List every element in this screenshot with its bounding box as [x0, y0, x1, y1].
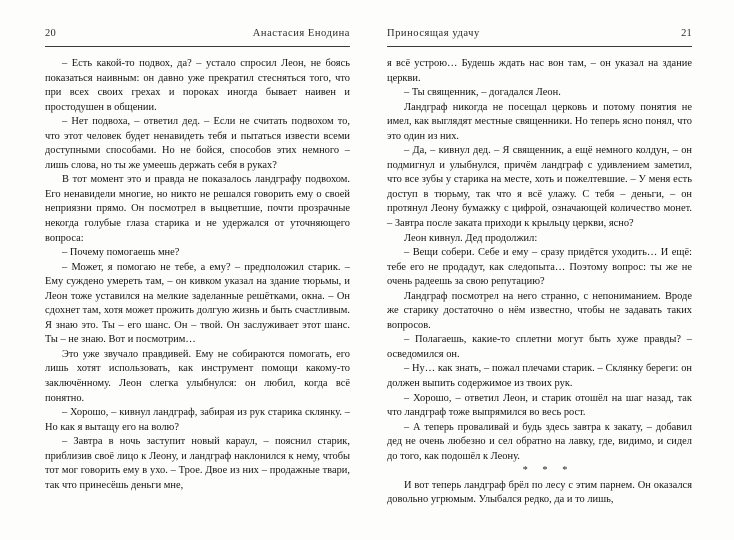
scene-separator: * * * [522, 465, 574, 477]
paragraph: Ландграф никогда не посещал церковь и потому понятия не имел, как выглядят местные священники. Но теперь ясно понял, что это один из них. [387, 101, 692, 142]
running-head-rule-recto [387, 46, 692, 47]
book-title-running-head: Приносящая удачу [387, 28, 480, 39]
page-number-verso: 20 [45, 28, 56, 39]
paragraph: – А теперь проваливай и будь здесь завтра к закату, – добавил дед не очень любезно и сел обратно на лавку, где, видимо, и сидел до того, как подошёл к Леону. [387, 421, 692, 462]
paragraph: Ландграф посмотрел на него странно, с непониманием. Вроде же старику достаточно о нём известно, чтобы не задавать таких вопросов. [387, 290, 692, 331]
paragraph: – Есть какой-то подвох, да? – устало спросил Леон, не боясь показаться наивным: он давно уже прекратил стесняться того, что при всех своих грехах и пороках иногда бывает наивен и простодушен в общении. [45, 58, 350, 113]
paragraph: В тот момент это и правда не показалось ландграфу подвохом. Его ненавидели многие, но никто не решался говорить ему о своей неприязни прямо. Он посмотрел в выцветшие, почти прозрачные некогда голубые глаза старика и не удержался от уточняющего вопроса: [45, 174, 350, 244]
paragraph: – Нет подвоха, – ответил дед. – Если не считать подвохом то, что этот человек будет ненавидеть тебя и пытаться извести всеми доступными способами. Но не бойся, способов этих немного – лишь слова, но ты же умеешь держать себя в руках? [45, 116, 350, 171]
paragraph: Леон кивнул. Дед продолжил: [404, 232, 538, 244]
paragraph: – Хорошо, – ответил Леон, и старик отошёл на шаг назад, так что ландграф тоже выпрямился во весь рост. [387, 392, 692, 419]
paragraph: – Завтра в ночь заступит новый караул, – пояснил старик, приблизив своё лицо к Леону, и ландграф наклонился к нему, чтобы тот мог говорить ему в ухо. – Трое. Двое из них – продажные твари, так что принесёшь деньги мне, [45, 436, 350, 491]
paragraph: – Полагаешь, какие-то сплетни могут быть хуже правды? – осведомился он. [387, 334, 692, 360]
running-head-rule-verso [45, 46, 350, 47]
paragraph: – Ты священник, – догадался Леон. [404, 87, 561, 99]
author-name-running-head: Анастасия Енодина [252, 28, 350, 39]
paragraph: – Хорошо, – кивнул ландграф, забирая из рук старика склянку. – Но как я вытащу его на волю? [45, 407, 350, 433]
paragraph-continuation: я всё устрою… Будешь ждать нас вон там, – он указал на здание церкви. [387, 58, 692, 84]
paragraph: Это уже звучало правдивей. Ему не собираются помогать, его лишь хотят использовать, как инструмент помощи какому-то заключённому. Леон слегка улыбнулся: он любил, когда всё понятно. [45, 348, 350, 404]
page-recto [367, 0, 734, 540]
body-text-recto [387, 57, 692, 508]
paragraph: – Вещи собери. Себе и ему – сразу придётся уходить… И ещё: тебе его не продадут, как следопыта… Поэтому вопрос: ты же не очень радеешь за свою репутацию? [387, 247, 692, 288]
running-head-verso [45, 28, 350, 44]
page-number-recto: 21 [681, 28, 692, 39]
running-head-recto [387, 28, 692, 44]
paragraph: – Да, – кивнул дед. – Я священник, а ещё немного колдун, – он подмигнул и улыбнулся, причём ландграф с удивлением заметил, что все зубы у старика на месте, хоть и пожелтевшие. – У меня есть доступ в тюрьму, так что я всё улажу. С тебя – деньги, – он протянул Леону бумажку с цифрой, означающей количество монет. – Завтра после заката приходи к крыльцу церкви, ясно? [387, 145, 692, 230]
paragraph: – Почему помогаешь мне? [62, 247, 180, 259]
paragraph: И вот теперь ландграф брёл по лесу с этим парнем. Он оказался довольно угрюмым. Улыбался редко, да и то лишь, [387, 479, 692, 506]
paragraph: – Ну… как знать, – пожал плечами старик. – Склянку береги: он должен выпить содержимое из твоих рук. [387, 363, 692, 390]
body-text-verso [45, 57, 350, 493]
paragraph: – Может, я помогаю не тебе, а ему? – предположил старик. – Ему суждено умереть там, – он кивком указал на здание тюрьмы, и Леон тоже уставился на мелкие заделанные решётками, окна. – Он сдохнет там, хотя может прожить долгую жизнь и быть счастливым. Я знаю это. Ты – его шанс. Он – твой. Он заслуживает этот шанс. Ты – не знаю. Вот и посмотрим… [45, 261, 350, 346]
